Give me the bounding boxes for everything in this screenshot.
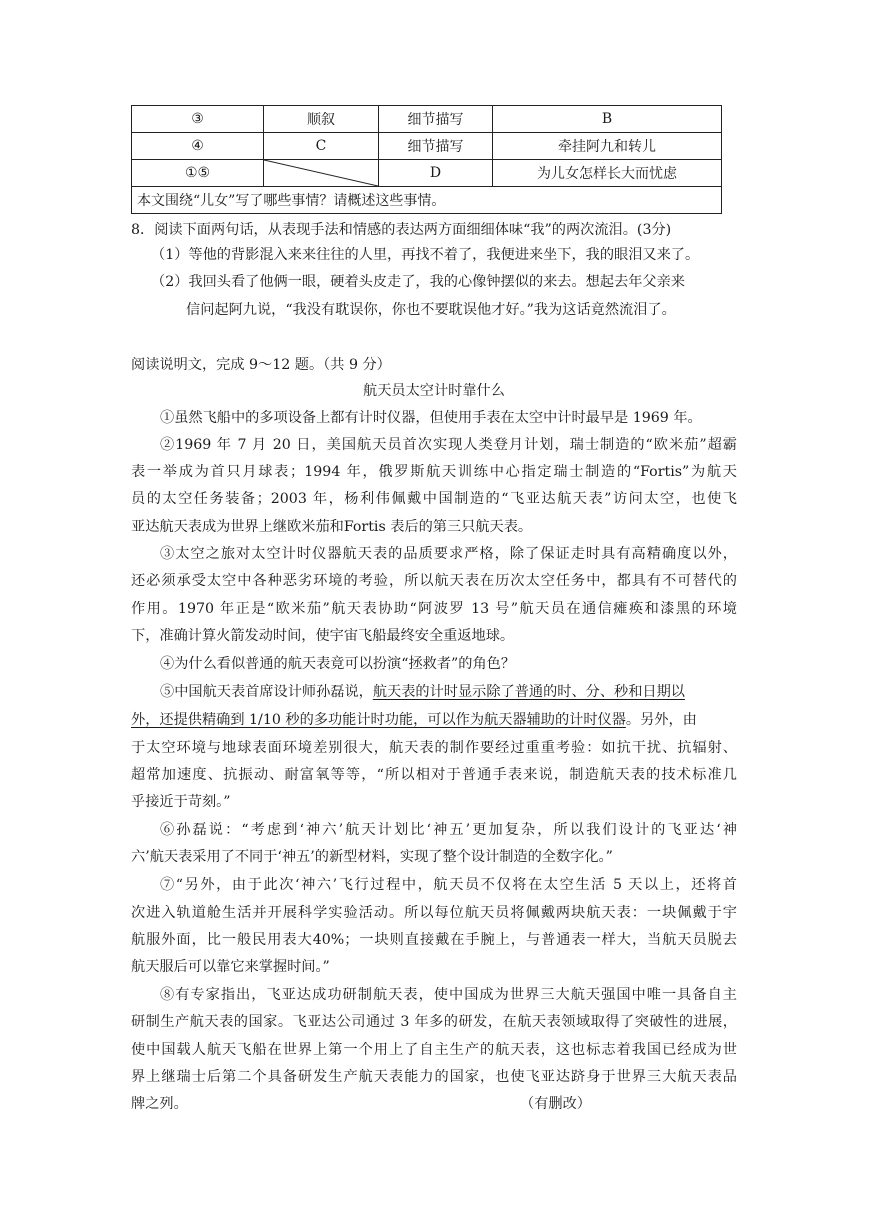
paragraph-line: 六’航天表采用了不同于‘神五’的新型材料，实现了整个设计制造的全数字化。” <box>131 849 613 865</box>
diagonal-cell <box>264 160 379 187</box>
paragraph-line: 使中国载人航天飞船在世界上第一个用上了自主生产的航天表，这也标志着我国已经成为世 <box>131 1042 737 1058</box>
paragraph-line: ⑥孙磊说：“考虑到‘神六’航天计划比‘神五’更加复杂，所以我们设计的飞亚达‘神 <box>160 822 737 838</box>
paragraph-line: 还必须承受太空中各种恶劣环境的考验，所以航天表在历次太空任务中，都具有不可替代的 <box>131 573 737 589</box>
table-cell: 顺叙 <box>264 106 379 133</box>
sentence-1: （1）等他的背影混入来来往往的人里，再找不着了，我便进来坐下，我的眼泪又来了。 <box>151 247 700 263</box>
paragraph-line: 航天服后可以靠它来掌握时间。” <box>131 959 330 975</box>
underlined-text: 航天表的计时显示除了普通的时、分、秒和日期以 <box>372 684 685 700</box>
text-span: 。另外，由 <box>625 712 697 728</box>
table-cell: ④ <box>132 133 264 160</box>
table-cell: 细节描写 <box>379 133 493 160</box>
underlined-text: 外，还提供精确到 1/10 秒的多功能计时功能，可以作为航天器辅助的计时仪器 <box>131 712 626 728</box>
paragraph-line: 次进入轨道舱生活并开展科学实验活动。所以每位航天员将佩戴两块航天表：一块佩戴于宇 <box>131 905 737 921</box>
section-intro: 阅读说明文，完成 9～12 题。（共 9 分） <box>131 357 391 373</box>
paragraph-line: 表一举成为首只月球表；1994 年，俄罗斯航天训练中心指定瑞士制造的“Fortis”为航天 <box>131 464 737 480</box>
paragraph-line: 作用。1970 年正是“欧米茄”航天表协助“阿波罗 13 号”航天员在通信瘫痪和漆黑的环境 <box>131 601 737 617</box>
sentence-2-line-1: （2）我回头看了他俩一眼，硬着头皮走了，我的心像钟摆似的来去。想起去年父亲来 <box>151 274 685 290</box>
table-cell: 细节描写 <box>379 106 493 133</box>
analysis-table <box>131 105 722 214</box>
paragraph-line: 于太空环境与地球表面环境差别很大，航天表的制作要经过重重考验：如抗干扰、抗辐射、 <box>131 740 737 756</box>
paragraph-line: 航服外面，比一般民用表大40%；一块则直接戴在手腕上，与普通表一样大，当航天员脱去 <box>131 932 737 948</box>
paragraph-line: ②1969 年 7 月 20 日，美国航天员首次实现人类登月计划，瑞士制造的“欧米茄”超霸 <box>160 437 737 453</box>
paragraph-line: 研制生产航天表的国家。飞亚达公司通过 3 年多的研发，在航天表领域取得了突破性的进展， <box>131 1014 737 1030</box>
table-cell: D <box>379 160 493 187</box>
table-cell: ③ <box>132 106 264 133</box>
paragraph-line: ⑧有专家指出，飞亚达成功研制航天表，使中国成为世界三大航天强国中唯一具备自主 <box>160 987 737 1003</box>
paragraph-line: ③太空之旅对太空计时仪器航天表的品质要求严格，除了保证走时具有高精确度以外， <box>160 546 737 562</box>
paragraph-line: ⑦“另外，由于此次‘神六’飞行过程中，航天员不仅将在太空生活 5 天以上，还将首 <box>160 877 737 893</box>
diagonal-line <box>264 160 378 186</box>
sentence-2-line-2: 信问起阿九说，“我没有耽误你，你也不要耽误他才好。”我为这话竟然流泪了。 <box>186 302 676 318</box>
table-row <box>132 106 722 133</box>
source-note: （有删改） <box>520 1096 591 1112</box>
table-cell: C <box>264 133 379 160</box>
table-question: 本文围绕“儿女”写了哪些事情？请概述这些事情。 <box>132 187 722 214</box>
table-row <box>132 187 722 214</box>
table-cell: 牵挂阿九和转儿 <box>493 133 722 160</box>
article-title: 航天员太空计时靠什么 <box>363 383 505 399</box>
paragraph-line: ④为什么看似普通的航天表竟可以扮演“拯救者”的角色？ <box>160 656 516 672</box>
table-row <box>132 133 722 160</box>
table-cell: 为儿女怎样长大而忧虑 <box>493 160 722 187</box>
paragraph-line: 界上继瑞士后第二个具备研发生产航天表能力的国家，也使飞亚达跻身于世界三大航天表品 <box>131 1069 737 1085</box>
paragraph-line: 超常加速度、抗振动、耐富氧等等，“所以相对于普通手表来说，制造航天表的技术标准几 <box>131 767 737 783</box>
paragraph-line <box>131 710 697 730</box>
paragraph-line: 亚达航天表成为世界上继欧米茄和Fortis 表后的第三只航天表。 <box>131 519 533 535</box>
table-cell: B <box>493 106 722 133</box>
paragraph-line: 下，准确计算火箭发动时间，使宇宙飞船最终安全重返地球。 <box>131 628 515 644</box>
question-8: 8．阅读下面两句话，从表现手法和情感的表达两方面细细体味“我”的两次流泪。(3分) <box>131 222 672 238</box>
paragraph-line: ①虽然飞船中的多项设备上都有计时仪器，但使用手表在太空中计时最早是 1969 年。 <box>160 410 702 426</box>
paragraph-line: 乎接近于苛刻。” <box>131 794 231 810</box>
paragraph-line: 员的太空任务装备；2003 年，杨利伟佩戴中国制造的“飞亚达航天表”访问太空，也使飞 <box>131 491 737 507</box>
paragraph-line: 牌之列。 <box>131 1096 188 1112</box>
text-span: ⑤中国航天表首席设计师孙磊说， <box>160 684 373 700</box>
table-row <box>132 160 722 187</box>
paragraph-line <box>160 682 685 702</box>
table-cell: ①⑤ <box>132 160 264 187</box>
